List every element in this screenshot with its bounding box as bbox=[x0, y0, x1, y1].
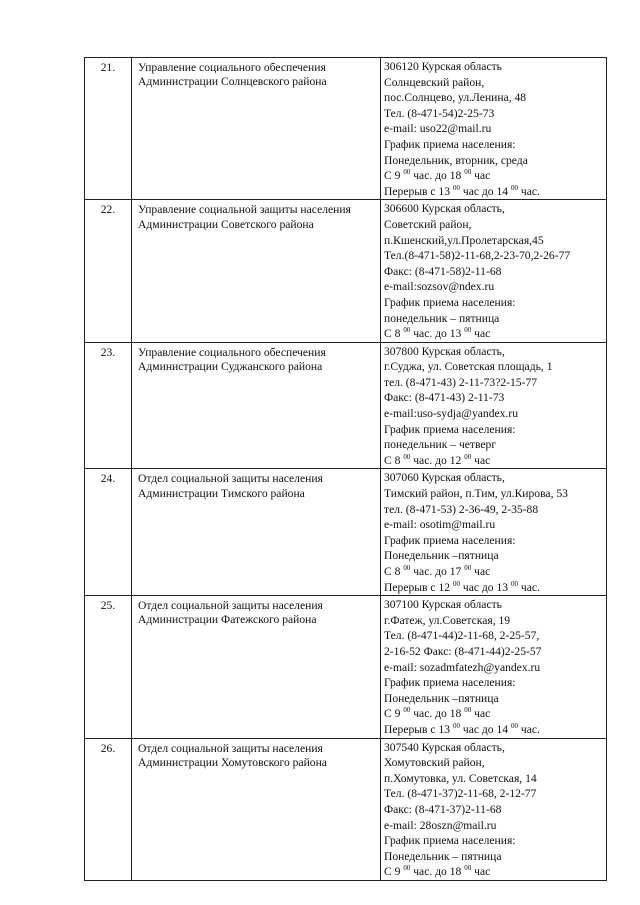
row-number: 21. bbox=[85, 58, 132, 200]
contact-line: Советский район, bbox=[384, 217, 472, 231]
contact-line: понедельник – пятница bbox=[384, 311, 500, 325]
table-body bbox=[85, 58, 607, 881]
contact-line: Солнцевский район, bbox=[384, 75, 485, 89]
contact-line: График приема населения: bbox=[384, 834, 516, 848]
contact-line: С 8 $^{00}$ час. до 17 $^{00}$ час bbox=[384, 564, 491, 578]
contact-line: С 8 $^{00}$ час. до 13 $^{00}$ час bbox=[384, 326, 491, 341]
contact-line: Понедельник –пятница bbox=[384, 691, 499, 705]
contact-line: 306600 Курская область, bbox=[384, 202, 505, 216]
contact-info bbox=[381, 342, 607, 469]
row-number: 24. bbox=[85, 469, 132, 596]
contact-info bbox=[381, 200, 607, 342]
contact-line: понедельник – четверг bbox=[384, 438, 497, 452]
contact-line: тел. (8-471-53) 2-36-49, 2-35-88 bbox=[384, 502, 539, 516]
contact-line: Перерыв с 12 $^{00}$ час до 13 $^{00}$ час. bbox=[384, 579, 540, 594]
contact-line: График приема населения: bbox=[384, 676, 516, 690]
contact-line: Перерыв с 13 $^{00}$ час до 14 $^{00}$ час. bbox=[384, 721, 540, 736]
contact-line: Перерыв с 13 $^{00}$ час до 14 $^{00}$ час. bbox=[384, 183, 540, 198]
contact-line: 307060 Курская область, bbox=[384, 471, 505, 485]
contact-line: Тимский район, п.Тим, ул.Кирова, 53 bbox=[384, 487, 568, 501]
contact-line: С 8 $^{00}$ час. до 12 $^{00}$ час bbox=[384, 452, 491, 467]
contact-line: пос.Солнцево, ул.Ленина, 48 bbox=[384, 91, 527, 105]
contact-line: 307800 Курская область, bbox=[384, 344, 505, 358]
contact-line: Тел. (8-471-37)2-11-68, 2-12-77 bbox=[384, 787, 537, 801]
organization-name: Отдел социальной защиты населения Администрации Хомутовского района bbox=[132, 738, 381, 880]
row-number: 25. bbox=[85, 596, 132, 738]
contact-line: Хомутовский район, bbox=[384, 756, 485, 770]
contact-line: Факс: (8-471-37)2-11-68 bbox=[384, 802, 502, 816]
table-row bbox=[85, 596, 607, 738]
table-row bbox=[85, 342, 607, 469]
contact-line: С 9 $^{00}$ час. до 18 $^{00}$ час bbox=[384, 168, 491, 183]
contact-line: п.Кшенский,ул.Пролетарская,45 bbox=[384, 233, 544, 247]
contact-line: г.Фатеж, ул.Советская, 19 bbox=[384, 613, 511, 627]
contact-line: График приема населения: bbox=[384, 422, 516, 436]
contact-line: 307100 Курская область bbox=[384, 598, 502, 612]
contact-line: Тел. (8-471-54)2-25-73 bbox=[384, 106, 495, 120]
row-number: 22. bbox=[85, 200, 132, 342]
contact-line: e-mail: sozadmfatezh@yandex.ru bbox=[384, 660, 541, 674]
contact-line: Понедельник – пятница bbox=[384, 849, 502, 863]
organization-name: Отдел социальной защиты населения Администрации Тимского района bbox=[132, 469, 381, 596]
contact-line: e-mail: osotim@mail.ru bbox=[384, 518, 496, 532]
contact-line: тел. (8-471-43) 2-11-73?2-15-77 bbox=[384, 375, 538, 389]
contact-info bbox=[381, 738, 607, 880]
contact-line: e-mail:sozsov@ndex.ru bbox=[384, 280, 495, 294]
table-row bbox=[85, 58, 607, 200]
social-services-table bbox=[84, 57, 607, 881]
contact-line: Факс: (8-471-43) 2-11-73 bbox=[384, 391, 505, 405]
table-row bbox=[85, 200, 607, 342]
contact-line: Понедельник, вторник, среда bbox=[384, 153, 528, 167]
contact-line: 306120 Курская область bbox=[384, 60, 502, 73]
contact-info bbox=[381, 596, 607, 738]
contact-info bbox=[381, 469, 607, 596]
contact-line: Тел.(8-471-58)2-11-68,2-23-70,2-26-77 bbox=[384, 249, 571, 263]
organization-name: Управление социального обеспечения Администрации Солнцевского района bbox=[132, 58, 381, 200]
row-number: 23. bbox=[85, 342, 132, 469]
contact-line: Факс: (8-471-58)2-11-68 bbox=[384, 264, 502, 278]
table-row bbox=[85, 469, 607, 596]
contact-line: График приема населения: bbox=[384, 295, 516, 309]
contact-line: Тел. (8-471-44)2-11-68, 2-25-57, bbox=[384, 629, 540, 643]
contact-line: e-mail: uso22@mail.ru bbox=[384, 122, 492, 136]
contact-line: 307540 Курская область, bbox=[384, 740, 505, 754]
contact-line: e-mail: 28oszn@mail.ru bbox=[384, 818, 497, 832]
contact-line: г.Суджа, ул. Советская площадь, 1 bbox=[384, 360, 553, 374]
organization-name: Отдел социальной защиты населения Администрации Фатежского района bbox=[132, 596, 381, 738]
contact-line: График приема населения: bbox=[384, 137, 516, 151]
contact-line: С 9 $^{00}$ час. до 18 $^{00}$ час bbox=[384, 706, 491, 721]
contact-line: п.Хомутовка, ул. Советская, 14 bbox=[384, 771, 537, 785]
organization-name: Управление социальной защиты населения Администрации Советского района bbox=[132, 200, 381, 342]
contact-line: e-mail:uso-sydja@yandex.ru bbox=[384, 407, 518, 421]
contact-line: График приема населения: bbox=[384, 533, 516, 547]
table-row bbox=[85, 738, 607, 880]
row-number: 26. bbox=[85, 738, 132, 880]
contact-line: 2-16-52 Факс: (8-471-44)2-25-57 bbox=[384, 644, 542, 658]
contact-info bbox=[381, 58, 607, 200]
contact-line: С 9 $^{00}$ час. до 18 $^{00}$ час bbox=[384, 864, 491, 879]
contact-line: Понедельник –пятница bbox=[384, 549, 499, 563]
organization-name: Управление социального обеспечения Администрации Суджанского района bbox=[132, 342, 381, 469]
